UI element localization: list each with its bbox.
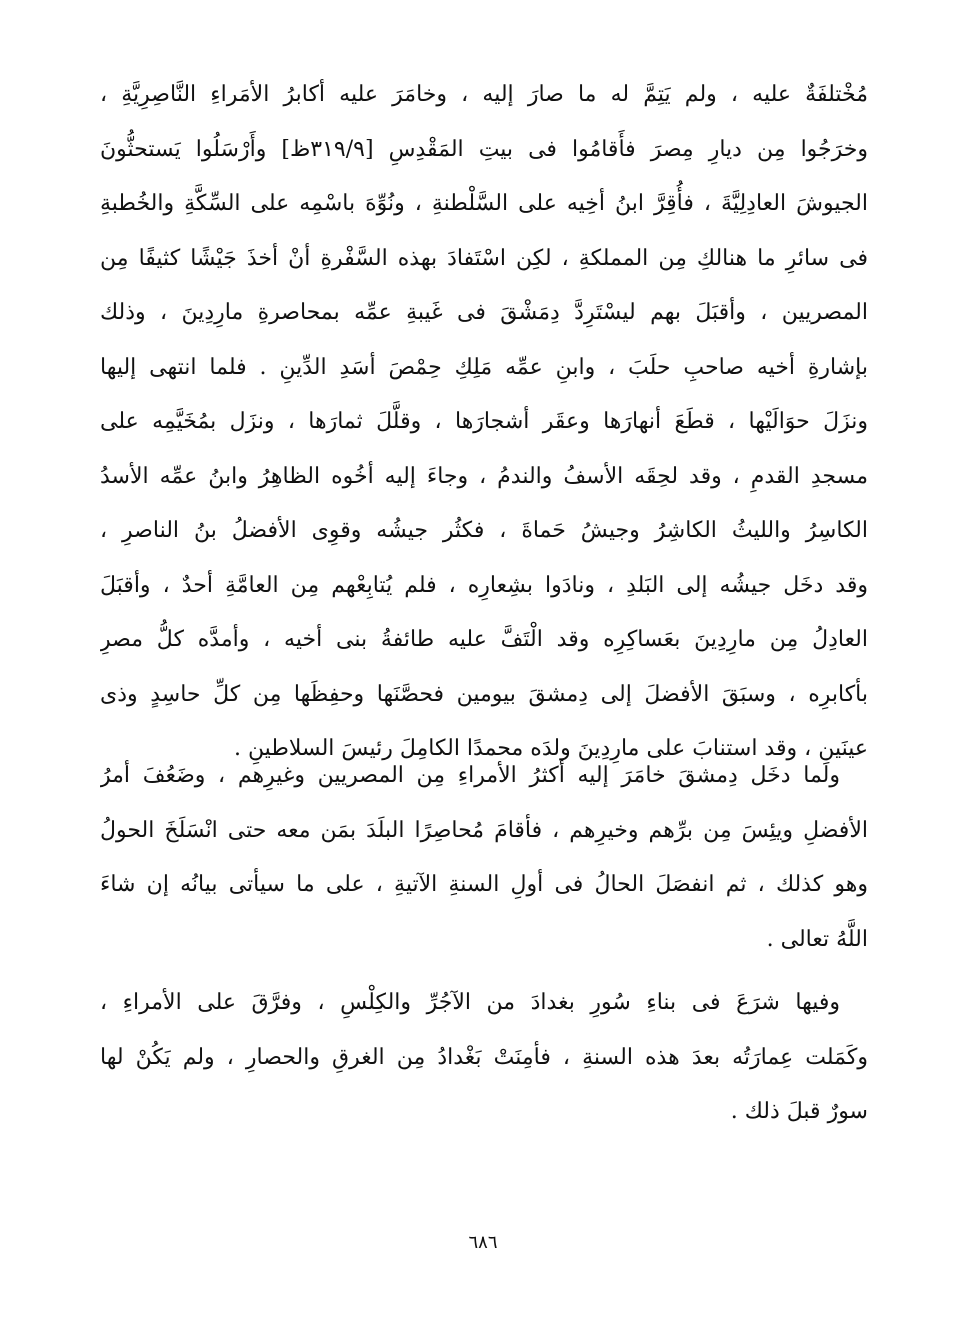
text-line: مسجدِ القدمِ ، وقد لحِقَه الأسفُ والندمُ ، وجاءَ إليه أخُوه الظاهِرُ وابنُ عمِّه الأسدُ: [100, 463, 868, 489]
text-line: الأفضلِ ويئِسَ مِن برِّهم وخيرِهم ، فأقامَ مُحاصِرًا البلَدَ بمَن معه حتى انْسَلَخَ الحولُ: [100, 817, 868, 843]
text-line: وخرَجُوا مِن ديارِ مِصرَ فأَقامُوا فى بيتِ المَقْدِسِ [٣١٩/٩ظ] وأَرْسَلُوا يَستحثُّونَ: [100, 136, 868, 162]
text-line: العادِلُ مِن مارِدِينَ بعَساكِرِه وقد الْتَفَّ عليه طائفةُ بنى أخيه ، وأمدَّه كلُّ مصرِ: [100, 627, 868, 652]
text-line: فى سائرِ ما هنالكِ مِن المملكةِ ، لكِن اسْتَفادَ بهذه السَّفْرةِ أنْ أخذَ جَيْشًا كثيفًا مِن: [100, 245, 868, 271]
page-number: ٦٨٦: [468, 1232, 498, 1253]
text-line: بإشارةِ أخيه صاحبِ حلَبَ ، وابنِ عمِّه مَلِكِ حِمْصَ أسَدِ الدِّينِ . فلما انتهى إليها: [100, 354, 868, 380]
paragraph-2: [100, 749, 868, 967]
text-line: الجيوشَ العادِلِيَّةَ ، فأُقِرَّ ابنُ أخِيه على السَّلْطنةِ ، ونُوِّهَ باسْمِه على السِّكَّةِ والخُطبةِ: [100, 191, 868, 216]
text-line: ونزَلَ حوَالَيْها ، قطَعَ أنهارَها وعقَر أشجارَها ، وقلَّلَ ثمارَها ، ونزَل بمُخَيَّمِه على: [100, 409, 868, 434]
text-line: وهو كذلك ، ثم انفصَلَ الحالُ فى أولِ السنةِ الآتيةِ ، على ما سيأتى بيانُه إن شاءَ: [100, 872, 868, 897]
text-line: سورٌ قبلَ ذلك .: [730, 1099, 868, 1124]
text-line: الكاسِرُ والليثُ الكاشِرُ وجيشُ حَماةَ ، فكثُر جيشُه وقوِى الأفضلُ بنُ الناصرِ ،: [100, 518, 868, 543]
text-line: ولما دخَل دِمشقَ خامَرَ إليه أكثرُ الأمراءِ مِن المصريين وغيرِهم ، وضَعُفَ أمرُ: [100, 763, 840, 788]
text-line: وقد دخَل جيشُه إلى البَلدِ ، ونادَوا بشِعارِه ، فلم يُتابِعْهم مِن العامَّةِ أحدٌ ، وأقبَلَ: [100, 572, 868, 598]
paragraph-3: [100, 976, 868, 1140]
text-line: مُخْتلفَةٌ عليه ، ولم يَتِمَّ له ما صارَ إليه ، وخامَرَ عليه أكابرُ الأمَراءِ النَّاصِرِيَّةِ ،: [100, 82, 868, 107]
text-line: بأكابرِه ، وسبَقَ الأفضلَ إلى دِمشقَ بيومين فحصَّنَها وحفِظَها مِن كلِّ حاسِدٍ وذى: [100, 681, 868, 707]
text-line: وفيها شرَعَ فى بناءِ سُورِ بغدادَ من الآجُرِّ والكِلْسِ ، وفرَّقَ على الأمراءِ ،: [100, 990, 840, 1015]
text-line: المصريين ، وأقبَلَ بهم ليسْتَرِدَّ دِمَشْقَ فى غَيبةِ عمِّه بمحاصرةِ مارِدِينَ ، وذلك: [100, 300, 868, 325]
text-line: اللَّهُ تعالى .: [766, 926, 868, 952]
paragraph-1: [100, 68, 868, 777]
text-line: عينَينِ ، وقد استنابَ على مارِدِينَ ولدَه محمدًا الكامِلَ رئيسَ السلاطينِ .: [233, 736, 868, 761]
text-line: وكَمَلت عِمارَتُه بعدَ هذه السنةِ ، فأمِنَتْ بَغْدادُ مِن الغرقِ والحصارِ ، ولم يَكُنْ لها: [100, 1044, 868, 1070]
